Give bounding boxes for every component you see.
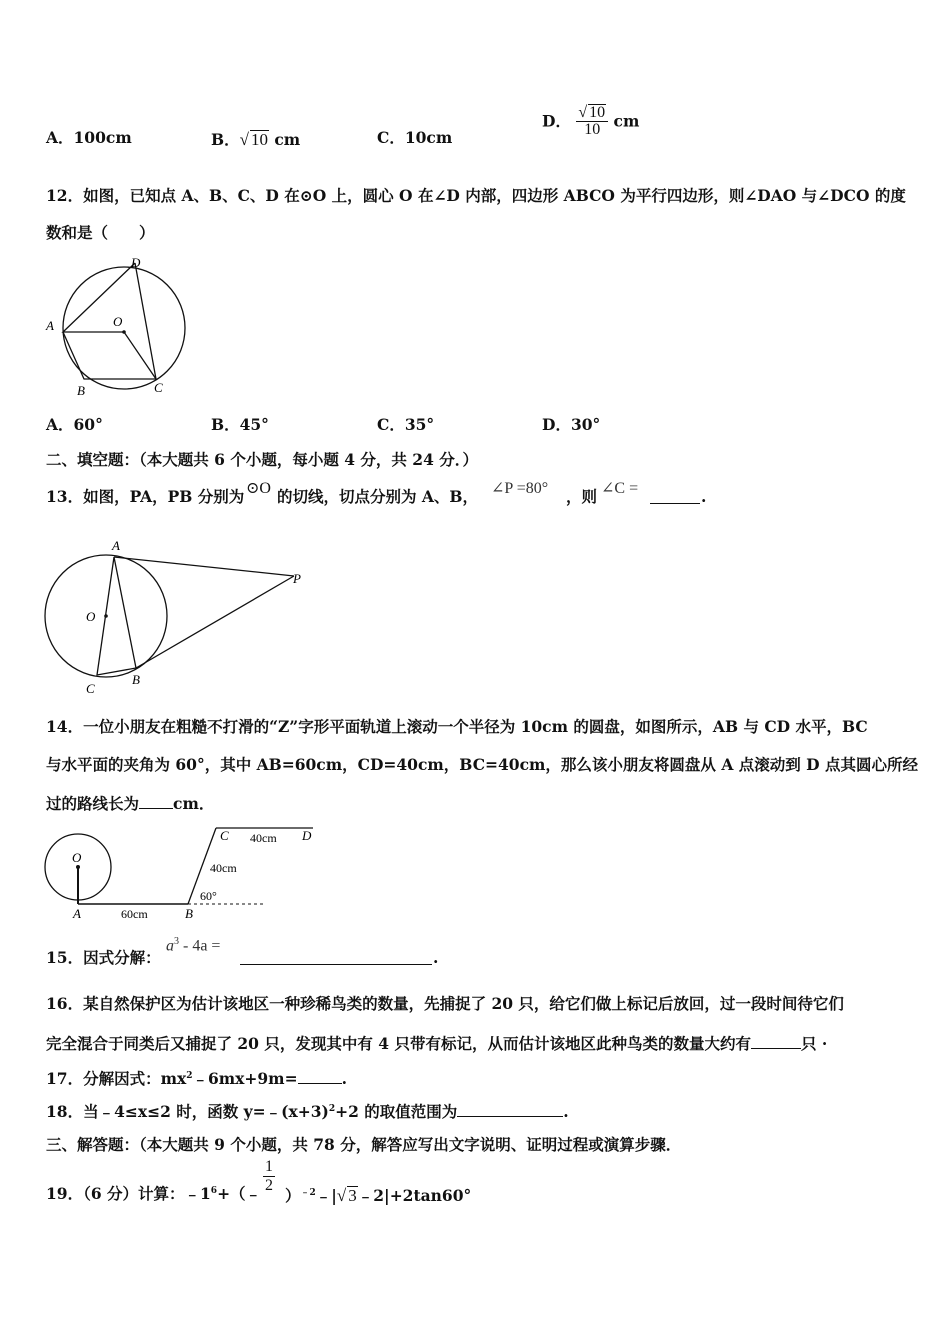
fraction: $\frac{√ 10}{10}$ xyxy=(576,104,608,138)
label-angle: 60° xyxy=(200,889,217,903)
q12-option-d: D．30° xyxy=(542,415,601,434)
q12-text-line2: 数和是（ ） xyxy=(46,223,155,242)
q13-angle-c: ∠C = xyxy=(601,480,639,497)
q18-text: 18．当﹣4≤x≤2 时，函数 $y=﹣(x+3)^2+2$ 的取值范围为 . xyxy=(46,1102,569,1121)
q16-answer-blank xyxy=(751,1034,801,1049)
q11-option-a: A．100cm xyxy=(46,128,132,147)
q13-text-part3: ，则 xyxy=(566,487,598,506)
section-2-heading: 二、填空题：（本大题共 6 个小题，每小题 4 分，共 24 分．） xyxy=(46,450,479,469)
q15-end: . xyxy=(433,948,439,967)
q13-circle-o: ⊙O xyxy=(246,480,271,497)
q13-angle-p: ∠P =80° xyxy=(491,480,549,497)
q11-option-d: D． $\frac{√ 10}{10}$ cm xyxy=(542,104,640,138)
label-o: O xyxy=(113,314,123,329)
q14-answer-blank xyxy=(139,794,173,809)
q11-option-b: B．√ 10 cm xyxy=(211,130,301,149)
q12-figure xyxy=(40,252,200,402)
label-b: B xyxy=(185,906,193,921)
q12-option-b: B．45° xyxy=(211,415,269,434)
q19-fraction: $\frac{1}{2}$ xyxy=(265,1158,273,1194)
q16-text-line1: 16．某自然保护区为估计该地区一种珍稀鸟类的数量，先捕捉了 20 只，给它们做上标记后放回，过一段时间待它们 xyxy=(46,994,844,1013)
q14-figure xyxy=(38,822,328,926)
q15-label: 15．因式分解： xyxy=(46,948,161,967)
label-bc-length: 40cm xyxy=(210,861,237,875)
label-a: A xyxy=(46,318,54,333)
q13-text-part2: 的切线，切点分别为 A、B， xyxy=(277,487,479,506)
label-p: P xyxy=(293,571,301,586)
q13-end: . xyxy=(701,487,707,506)
q12-option-c: C．35° xyxy=(377,415,435,434)
q19-text-a: 19．（6 分）计算：$﹣1^6+(﹣$ xyxy=(46,1184,262,1203)
label-d: D xyxy=(302,828,312,843)
q15-expression: $a^3 - 4a$ = xyxy=(166,936,221,955)
section-3-heading: 三、解答题：（本大题共 9 个小题，共 78 分，解答应写出文字说明、证明过程或演算步骤． xyxy=(46,1135,682,1154)
q12-text-line1: 12．如图，已知点 A、B、C、D 在⊙O 上，圆心 O 在∠D 内部，四边形 ABCO 为平行四边形，则∠DAO 与∠DCO 的度 xyxy=(46,186,906,205)
label-cd-length: 40cm xyxy=(250,831,277,845)
label-c: C xyxy=(86,681,95,696)
q14-text-line3: 过的路线长为 cm． xyxy=(46,794,215,813)
label-b: B xyxy=(132,672,140,687)
q16-text-line2: 完全混合于同类后又捕捉了 20 只，发现其中有 4 只带有标记，从而估计该地区此种鸟类的数量大约有 只 · xyxy=(46,1034,828,1053)
q13-answer-blank xyxy=(650,489,700,504)
label-c: C xyxy=(220,828,229,843)
label-a: A xyxy=(112,538,120,553)
label-c: C xyxy=(154,380,163,395)
q17-text: 17．分解因式：$mx^2﹣6mx+9m=$ . xyxy=(46,1069,347,1088)
q14-text-line2: 与水平面的夹角为 60°，其中 AB=60cm，CD=40cm，BC=40cm，那么该小朋友将圆盘从 A 点滚动到 D 点其圆心所经 xyxy=(46,755,918,774)
label-b: B xyxy=(77,383,85,398)
label-o: O xyxy=(72,850,82,865)
q15-answer-blank xyxy=(240,950,432,965)
label-o: O xyxy=(86,609,96,624)
label-d: D xyxy=(131,255,141,270)
q12-option-a: A．60° xyxy=(46,415,103,434)
q13-text-part1: 13．如图，PA，PB 分别为 xyxy=(46,487,245,506)
q19-text-b: ）$^{﹣2}$﹣|√ 3﹣2|+2tan60° xyxy=(285,1186,472,1205)
q13-figure xyxy=(30,536,320,701)
q17-answer-blank xyxy=(298,1069,342,1084)
label-a: A xyxy=(73,906,81,921)
label-ab-length: 60cm xyxy=(121,907,148,921)
q18-answer-blank xyxy=(457,1102,563,1117)
q11-option-c: C．10cm xyxy=(377,128,453,147)
q14-text-line1: 14．一位小朋友在粗糙不打滑的“Z”字形平面轨道上滚动一个半径为 10cm 的圆盘，如图所示，AB 与 CD 水平，BC xyxy=(46,717,868,736)
